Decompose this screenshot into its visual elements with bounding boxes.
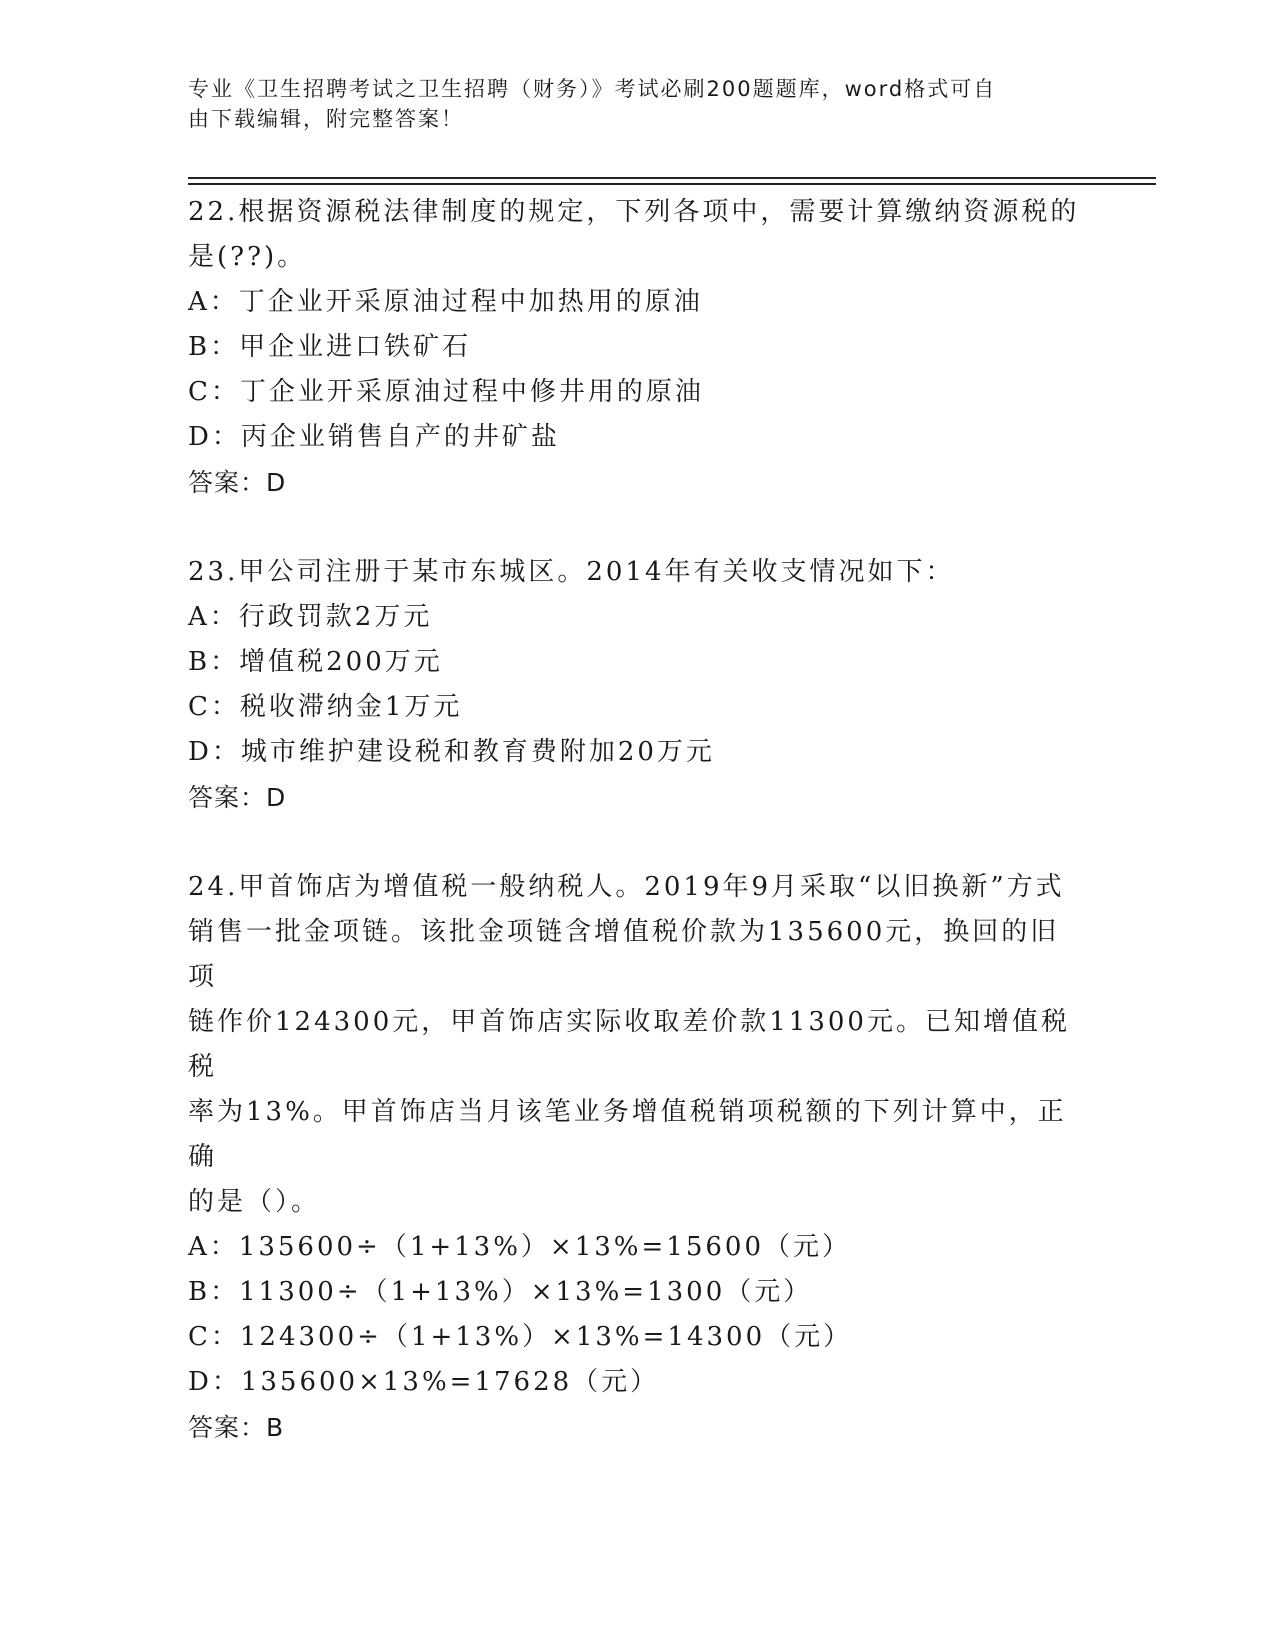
question-stem-line: 销售一批金项链。该批金项链含增值税价款为135600元，换回的旧项 (188, 917, 1060, 992)
option-b: B：甲企业进口铁矿石 (188, 332, 472, 362)
option-c: C：124300÷（1+13%）×13%=14300（元） (188, 1322, 853, 1352)
option-c: C：税收滞纳金1万元 (188, 692, 463, 722)
header-line-2: 由下载编辑，附完整答案！ (188, 107, 464, 131)
option-d: D：135600×13%=17628（元） (188, 1367, 660, 1397)
header-divider-top (188, 177, 1156, 179)
question-22 (188, 190, 1088, 505)
document-header (188, 74, 1068, 134)
header-line-1: 专业《卫生招聘考试之卫生招聘（财务）》考试必刷200题题库，word格式可自 (188, 77, 997, 101)
option-a: A：135600÷（1+13%）×13%=15600（元） (188, 1232, 851, 1262)
header-divider-bottom (188, 183, 1156, 185)
question-24 (188, 865, 1088, 1450)
option-d: D：丙企业销售自产的井矿盐 (188, 422, 560, 452)
option-a: A：行政罚款2万元 (188, 602, 433, 632)
question-stem-line: 23.甲公司注册于某市东城区。2014年有关收支情况如下： (188, 557, 955, 587)
option-b: B：11300÷（1+13%）×13%=1300（元） (188, 1277, 813, 1307)
spacer (188, 505, 1088, 550)
question-stem-line: 链作价124300元，甲首饰店实际收取差价款11300元。已知增值税税 (188, 1007, 1070, 1082)
question-list (188, 190, 1088, 1450)
question-stem-line: 的是（）。 (188, 1187, 321, 1217)
option-c: C：丁企业开采原油过程中修井用的原油 (188, 377, 704, 407)
spacer (188, 820, 1088, 865)
answer-line: 答案：B (188, 1413, 285, 1442)
option-b: B：增值税200万元 (188, 647, 443, 677)
question-stem-line: 率为13%。甲首饰店当月该笔业务增值税销项税额的下列计算中，正确 (188, 1097, 1067, 1172)
question-23 (188, 550, 1088, 820)
question-stem-line: 是(??)。 (188, 242, 307, 272)
option-d: D：城市维护建设税和教育费附加20万元 (188, 737, 715, 767)
answer-line: 答案：D (188, 468, 287, 497)
answer-line: 答案：D (188, 783, 287, 812)
question-stem-line: 24.甲首饰店为增值税一般纳税人。2019年9月采取“以旧换新”方式 (188, 872, 1065, 902)
option-a: A：丁企业开采原油过程中加热用的原油 (188, 287, 703, 317)
question-stem-line: 22.根据资源税法律制度的规定，下列各项中，需要计算缴纳资源税的 (188, 197, 1080, 227)
